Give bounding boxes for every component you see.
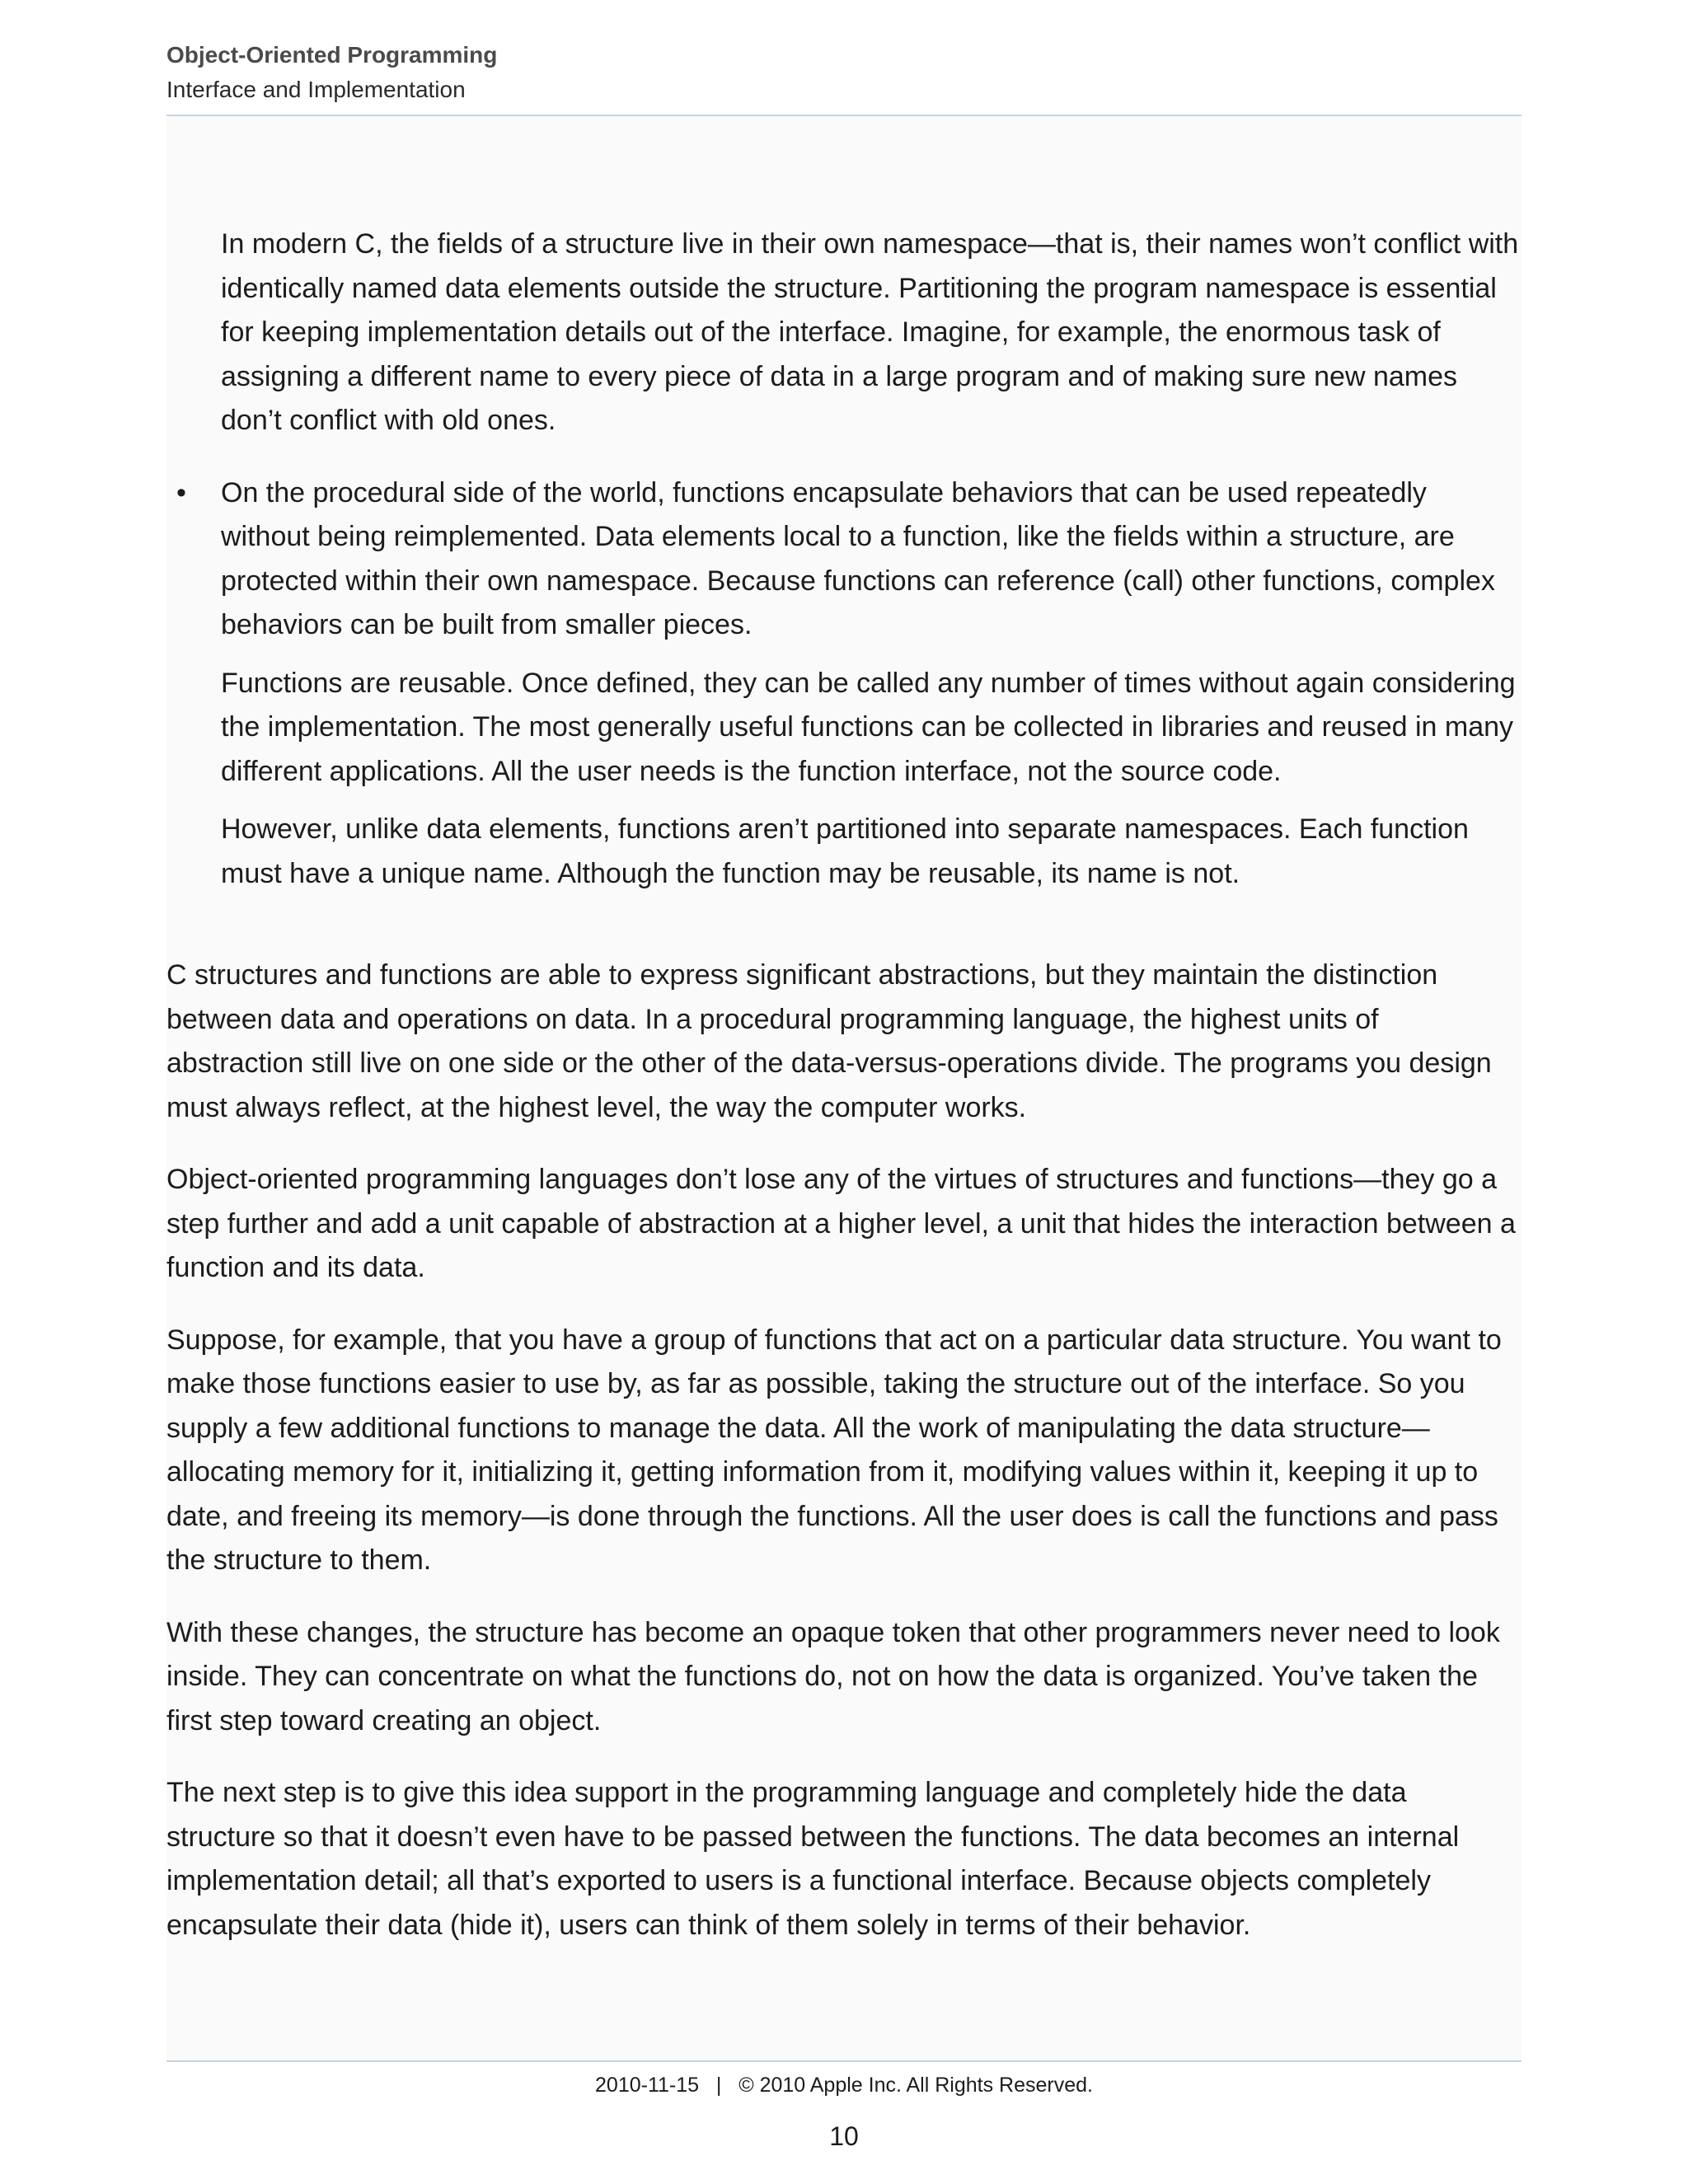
chapter-title: Object-Oriented Programming [166, 42, 498, 68]
paragraph-opaque-token: With these changes, the structure has become an opaque token that other programmers never need to look inside. They can concentrate on what the functions do, not on how the data is organized. You’ve taken the first step toward creating an object. [166, 1616, 1500, 1736]
page-number: 10 [829, 2121, 859, 2151]
page-header [166, 40, 1522, 105]
bullet-continuation [166, 223, 1522, 443]
page-body [166, 223, 1522, 1947]
paragraph-oop-languages: Object-oriented programming languages don’t lose any of the virtues of structures and functions—they go a step further and add a unit capable of abstraction at a higher level, a unit that hides the interaction between a function and its data. [166, 1164, 1516, 1283]
footer-divider [166, 2060, 1522, 2062]
paragraph-reusable: Functions are reusable. Once defined, they can be called any number of times without again considering the implementation. The most generally useful functions can be collected in libraries and reused in many different applications. All the user needs is the function interface, not the source code. [221, 667, 1516, 787]
paragraph-suppose: Suppose, for example, that you have a group of functions that act on a particular data structure. You want to make those functions easier to use by, as far as possible, taking the structure out of the interface. So you supply a few additional functions to manage the data. All the work of manipulating the data structure—allocating memory for it, initializing it, getting information from it, modifying values within it, keeping it up to date, and freeing its memory—is done through the functions. All the user does is call the functions and pass the structure to them. [166, 1324, 1502, 1576]
bullet-marker: • [176, 476, 186, 509]
bullet-item-procedural [166, 471, 1522, 897]
header-divider [166, 115, 1522, 116]
bullet-text-procedural: On the procedural side of the world, functions encapsulate behaviors that can be used repeatedly without being reimplemented. Data elements local to a function, like the fields within a structure, are protected within their own namespace. Because functions can reference (call) other functions, complex behaviors can be built from smaller pieces. [221, 476, 1495, 640]
footer-copyright: 2010-11-15 | © 2010 Apple Inc. All Rights Reserved. [595, 2074, 1093, 2097]
section-title: Interface and Implementation [166, 77, 466, 102]
paragraph-unique-name: However, unlike data elements, functions aren’t partitioned into separate namespaces. Each function must have a unique name. Although the function may be reusable, its name is not. [221, 813, 1469, 889]
paragraph-c-structures: C structures and functions are able to express significant abstractions, but they maintain the distinction between data and operations on data. In a procedural programming language, the highest units of abstraction still live on one side or the other of the data-versus-operations divide. The programs you design must always reflect, at the highest level, the way the computer works. [166, 959, 1492, 1123]
paragraph-namespace: In modern C, the fields of a structure live in their own namespace—that is, their names won’t conflict with identically named data elements outside the structure. Partitioning the program namespace is essential for keeping implementation details out of the interface. Imagine, for example, the enormous task of assigning a different name to every piece of data in a large program and of making sure new names don’t conflict with old ones. [221, 228, 1519, 436]
paragraph-next-step: The next step is to give this idea support in the programming language and completely hide the data structure so that it doesn’t even have to be passed between the functions. The data becomes an internal implementation detail; all that’s exported to users is a functional interface. Because objects completely encapsulate their data (hide it), users can think of them solely in terms of their behavior. [166, 1777, 1460, 1941]
